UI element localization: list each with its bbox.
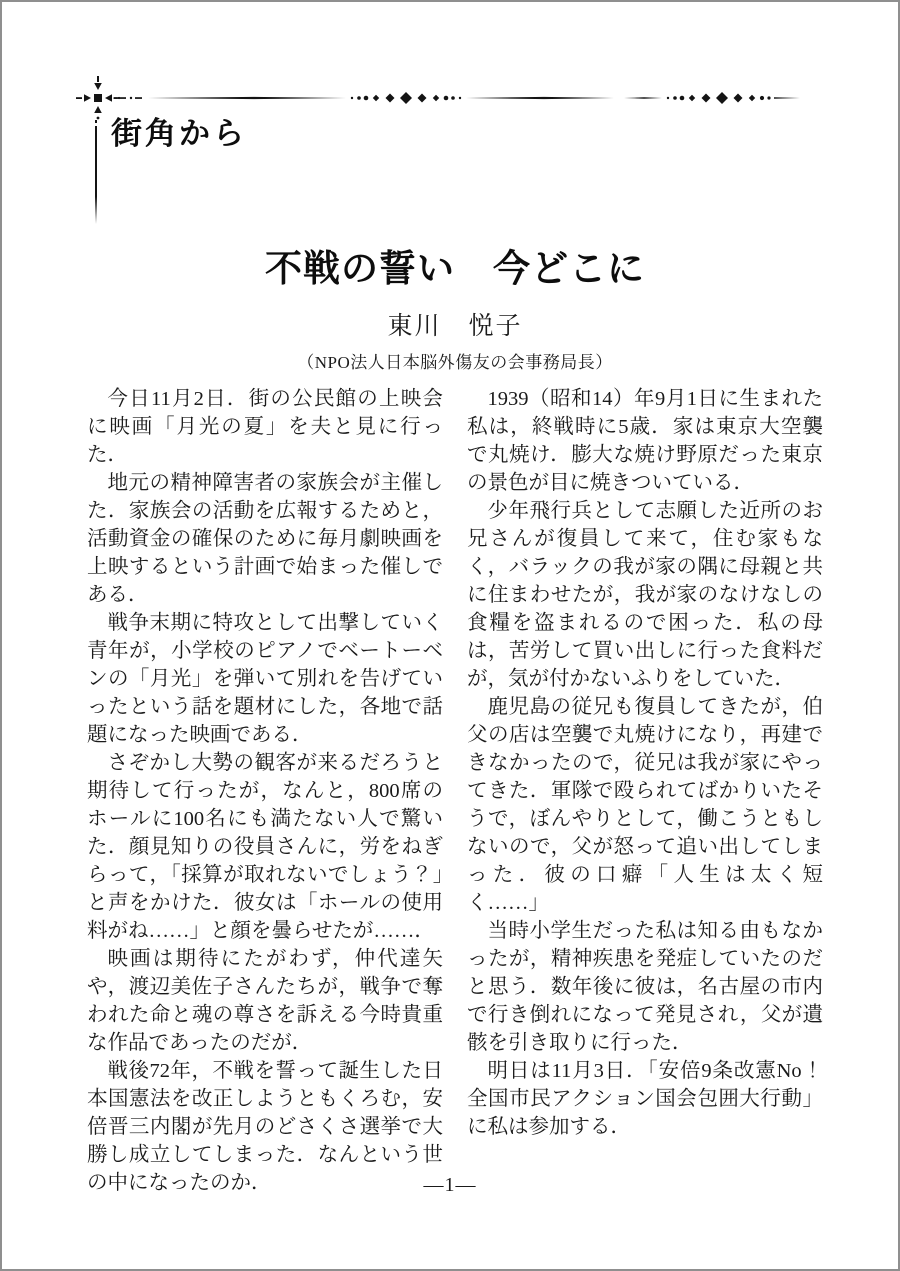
vertical-rule-ornament [95,126,97,224]
paragraph: 戦争末期に特攻として出撃していく青年が，小学校のピアノでベートーベンの「月光」を弾いて別れを告げていったという話を題材にした，各地で話題になった映画である． [87,612,443,746]
paragraph: 鹿児島の従兄も復員してきたが，伯父の店は空襲で丸焼けになり，再建できなかったので，従兄は我が家にやってきた．軍隊で殴られてばかりいたそうで，ぼんやりとして，働こうともしないので，父が怒って追い出してしまった．彼の口癖「人生は太く短く……」 [467,696,823,914]
article-body [87,385,844,1197]
title-block [87,238,823,373]
paragraph: 地元の精神障害者の家族会が主催した．家族会の活動を広報するためと，活動資金の確保のために毎月劇映画を上映するという計画で始まった催しである． [87,472,443,606]
author-affiliation: （NPO法人日本脳外傷友の会事務局長） [297,353,613,372]
paragraph: 戦後72年，不戦を誓って誕生した日本国憲法を改正しようともくろむ，安倍晋三内閣が先月のどさくさ選挙で大勝し成立してしまった．なんという世の中になったのか． [87,1060,443,1194]
paragraph: さぞかし大勢の観客が来るだろうと期待して行ったが，なんと，800席のホールに100名にも満たない人で驚いた．顔見知りの役員さんに，労をねぎらって，「採算が取れないでしょう？」と声をかけた．彼女は「ホールの使用料がね……」と顔を曇らせたが……． [87,752,443,942]
right-column [467,385,844,1197]
paragraph: 明日は11月3日．「安倍9条改憲No！ 全国市民アクション国会包囲大行動」に私は参加する． [467,1060,844,1138]
article-title: 不戦の誓い 今どこに [265,249,645,290]
paragraph: 少年飛行兵として志願した近所のお兄さんが復員して来て，住む家もなく，バラックの我が家の隅に母親と共に住まわせたが，我が家のなけなしの食糧を盗まれるので困った．私の母は，苦労して買い出しに行った食料だが，気が付かないふりをしていた． [467,500,823,690]
left-column [87,385,443,1197]
header-rule-ornament-icon [114,90,800,106]
section-label: 街角から [111,116,247,151]
paragraph: 今日11月2日．街の公民館の上映会に映画「月光の夏」を夫と見に行った． [87,388,443,466]
paragraph: 1939（昭和14）年9月1日に生まれた私は，終戦時に5歳．家は東京大空襲で丸焼け．膨大な焼け野原だった東京の景色が目に焼きついている． [467,388,823,494]
paragraph: 当時小学生だった私は知る由もなかったが，精神疾患を発症していたのだと思う．数年後に彼は，名古屋の市内で行き倒れになって発見され，父が遺骸を引き取りに行った． [467,920,823,1054]
paragraph: 映画は期待にたがわず，仲代達矢や，渡辺美佐子さんたちが，戦争で奪われた命と魂の尊さを訴える今時貴重な作品であったのだが． [87,948,443,1054]
author-name: 東川 悦子 [387,313,523,340]
page-number: —1— [423,1174,477,1196]
